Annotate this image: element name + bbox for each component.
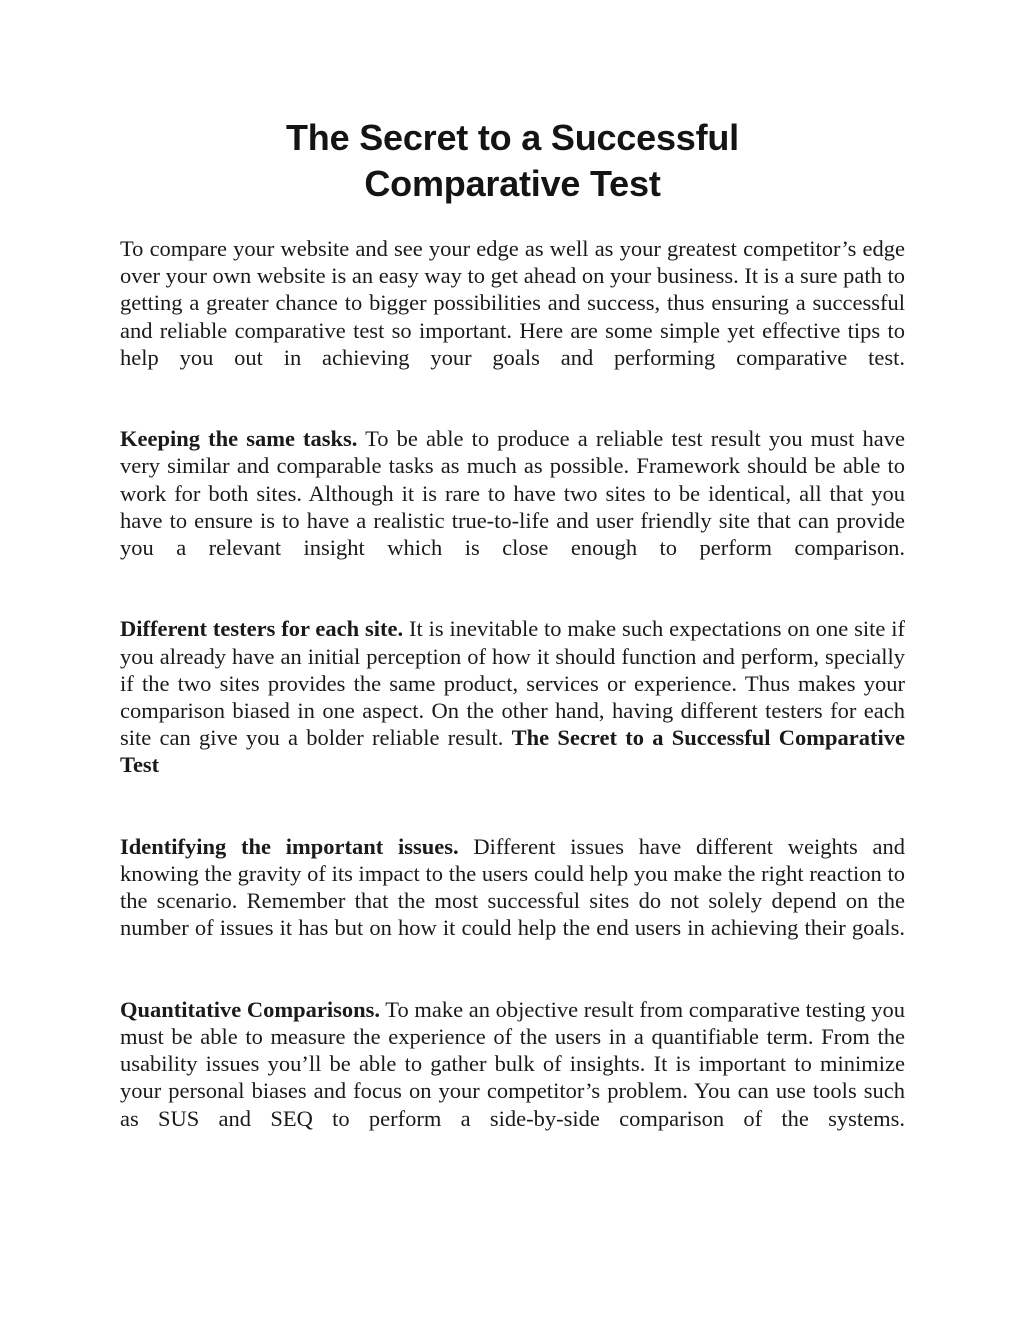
paragraph-text-quantitative-comparisons: To make an objective result from comparative testing you must be able to measure the experience of the users in a quantifiable term. From the usability issues you’ll be able to gather bulk of insights. It is important to minimize your personal biases and focus on your competitor’s problem. You can use tools such as SUS and SEQ to perform a side-by-side comparison of the systems. (120, 996, 906, 1131)
page-title (193, 0, 833, 207)
paragraph-quantitative-comparisons (120, 996, 905, 1159)
paragraph-text-identifying-the-important-issues: Different issues have different weights and knowing the gravity of its impact to the users could help you make the right reaction to the scenario. Remember that the most successful sites do not solely depend on the number of issues it has but on how it could help the end users in achieving their goals. (120, 833, 905, 941)
paragraph-identifying-the-important-issues (120, 833, 905, 969)
paragraph-lead-in-keeping-the-same-tasks: Keeping the same tasks. (120, 426, 358, 452)
paragraph-lead-in-identifying-the-important-issues: Identifying the important issues. (120, 833, 459, 859)
paragraph-lead-in-quantitative-comparisons: Quantitative Comparisons. (120, 996, 381, 1022)
document-body (120, 235, 905, 1159)
paragraph-lead-in-different-testers-for-each-site: Different testers for each site. (120, 616, 404, 642)
paragraph-different-testers-for-each-site (120, 615, 905, 805)
paragraph-text-intro: To compare your website and see your edge as well as your greatest competitor’s edge over your own website is an easy way to get ahead on your business. It is a sure path to getting a greater chance to bigger possibilities and success, thus ensuring a successful and reliable comparative test so important. Here are some simple yet effective tips to help you out in achieving your goals and performing comparative test. (120, 236, 905, 370)
paragraph-text-keeping-the-same-tasks: To be able to produce a reliable test result you must have very similar and comparable tasks as much as possible. Framework should be able to work for both sites. Although it is rare to have two sites to be identical, all that you have to ensure is to have a realistic true-to-life and user friendly site that can provide you a relevant insight which is close enough to perform comparison. (120, 426, 906, 561)
page-title-line-1: The Secret to a Successful (286, 117, 739, 158)
paragraph-text-different-testers-for-each-site: It is inevitable to make such expectations on one site if you already have an initial perception of how it should function and perform, specially if the two sites provides the same product, services or experience. Thus makes your comparison biased in one aspect. On the other hand, having different testers for each site can give you a bolder reliable result. (120, 616, 905, 751)
paragraph-keeping-the-same-tasks (120, 425, 905, 588)
page-title-line-2: Comparative Test (364, 163, 661, 204)
paragraph-intro (120, 235, 905, 398)
paragraph-tail-bold-different-testers-for-each-site: The Secret to a Successful Comparative Test (120, 725, 905, 778)
